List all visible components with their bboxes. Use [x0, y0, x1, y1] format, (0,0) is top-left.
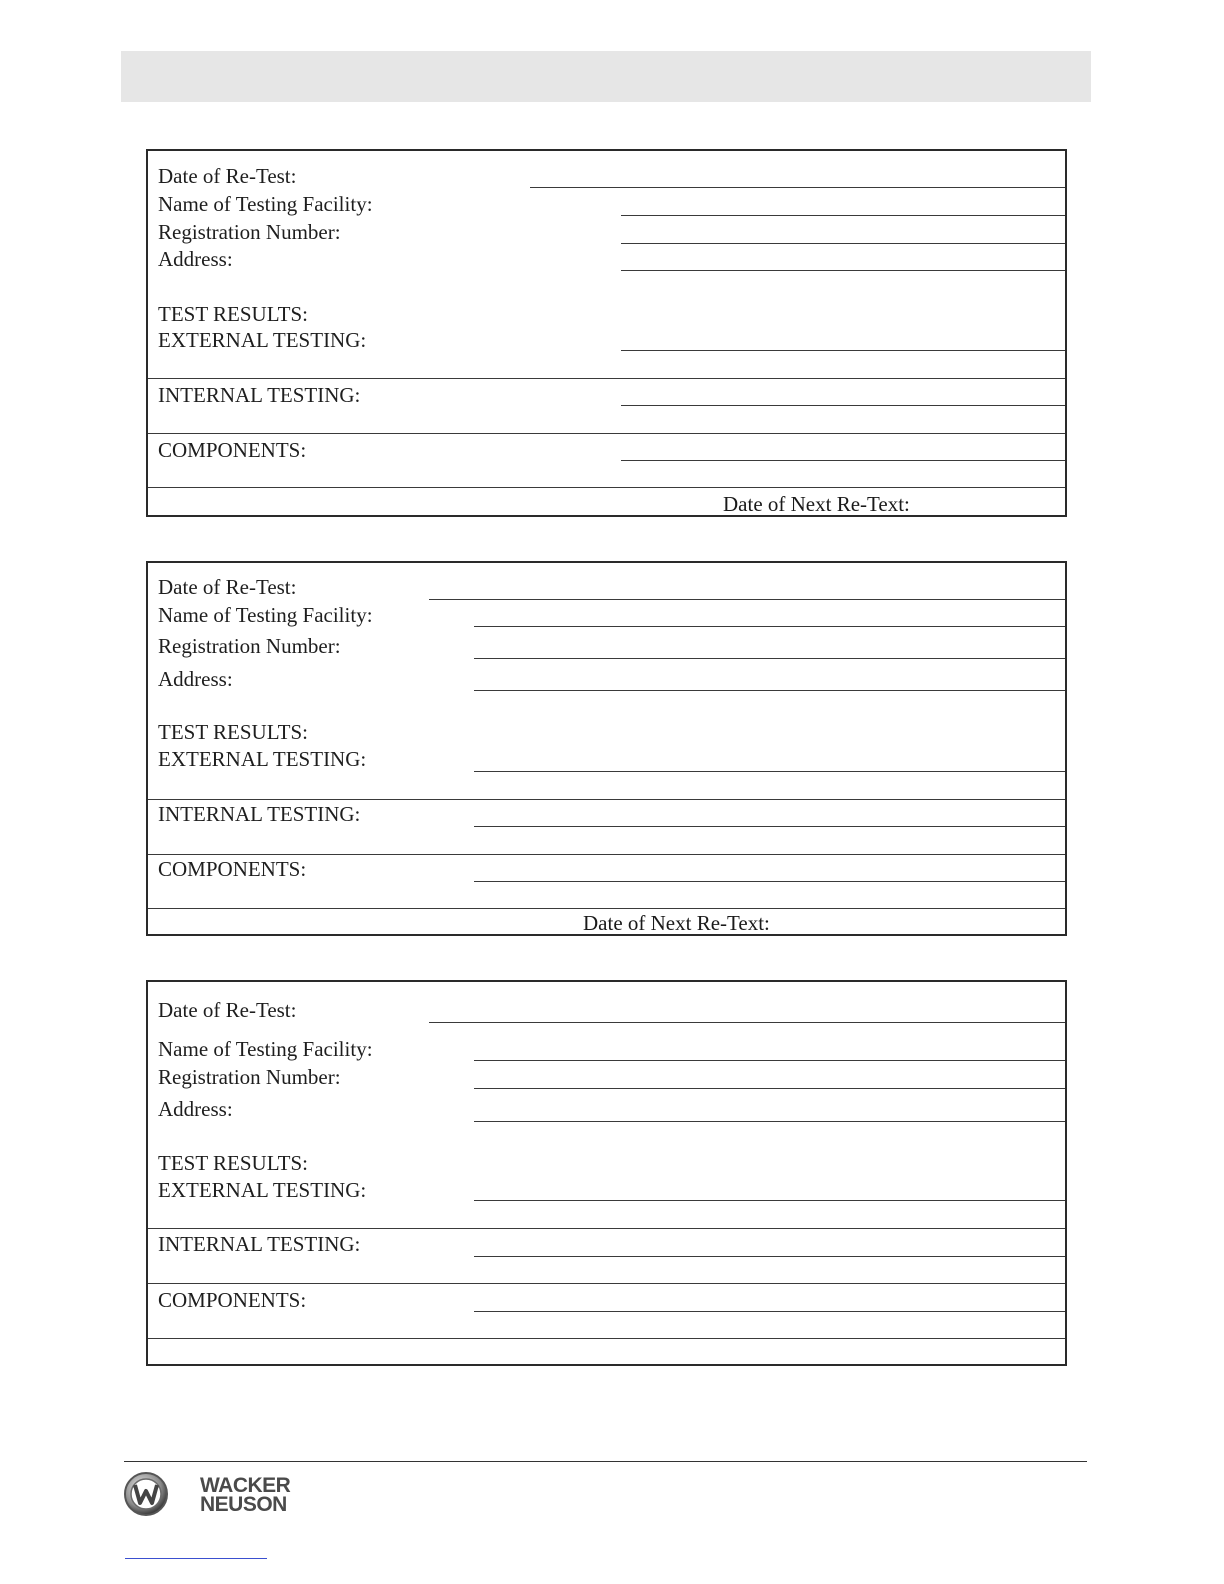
components-label: COMPONENTS: — [158, 1288, 307, 1312]
internal-testing-field[interactable] — [474, 826, 1065, 827]
external-testing-label: EXTERNAL TESTING: — [158, 328, 367, 352]
internal-testing-label: INTERNAL TESTING: — [158, 383, 361, 407]
components-field[interactable] — [474, 1311, 1065, 1312]
date-of-retest-field[interactable] — [429, 599, 1065, 600]
facility-name-field[interactable] — [474, 1060, 1065, 1061]
components-field[interactable] — [474, 881, 1065, 882]
registration-number-label: Registration Number: — [158, 220, 341, 244]
date-of-retest-label: Date of Re-Test: — [158, 575, 297, 599]
address-label: Address: — [158, 1097, 233, 1121]
section-divider — [148, 1228, 1065, 1229]
facility-name-label: Name of Testing Facility: — [158, 192, 373, 216]
date-of-retest-field[interactable] — [530, 187, 1065, 188]
address-field[interactable] — [474, 690, 1065, 691]
retest-form-2 — [146, 561, 1067, 936]
retest-form-1 — [146, 149, 1067, 517]
date-of-retest-label: Date of Re-Test: — [158, 998, 297, 1022]
brand-line-1: WACKER — [200, 1474, 291, 1497]
external-testing-field[interactable] — [474, 1200, 1065, 1201]
internal-testing-label: INTERNAL TESTING: — [158, 1232, 361, 1256]
address-field[interactable] — [474, 1121, 1065, 1122]
header-band — [121, 51, 1091, 102]
address-field[interactable] — [621, 270, 1065, 271]
address-label: Address: — [158, 247, 233, 271]
test-results-label: TEST RESULTS: — [158, 302, 308, 326]
facility-name-field[interactable] — [474, 626, 1065, 627]
test-results-label: TEST RESULTS: — [158, 720, 308, 744]
brand-line-2: NEUSON — [200, 1493, 287, 1516]
section-divider — [148, 1283, 1065, 1284]
components-label: COMPONENTS: — [158, 857, 307, 881]
facility-name-label: Name of Testing Facility: — [158, 603, 373, 627]
external-testing-field[interactable] — [474, 771, 1065, 772]
components-label: COMPONENTS: — [158, 438, 307, 462]
brand-wordmark — [200, 1476, 290, 1514]
registration-number-field[interactable] — [474, 1088, 1065, 1089]
next-retext-label: Date of Next Re-Text: — [583, 911, 770, 935]
date-of-retest-label: Date of Re-Test: — [158, 164, 297, 188]
footer-rule — [124, 1461, 1087, 1462]
facility-name-field[interactable] — [621, 215, 1065, 216]
registration-number-field[interactable] — [474, 658, 1065, 659]
section-divider — [148, 378, 1065, 379]
components-field[interactable] — [621, 460, 1065, 461]
section-divider — [148, 854, 1065, 855]
external-testing-label: EXTERNAL TESTING: — [158, 1178, 367, 1202]
address-label: Address: — [158, 667, 233, 691]
test-results-label: TEST RESULTS: — [158, 1151, 308, 1175]
registration-number-label: Registration Number: — [158, 1065, 341, 1089]
section-divider — [148, 433, 1065, 434]
facility-name-label: Name of Testing Facility: — [158, 1037, 373, 1061]
section-divider — [148, 908, 1065, 909]
registration-number-field[interactable] — [621, 243, 1065, 244]
internal-testing-field[interactable] — [474, 1256, 1065, 1257]
next-retext-label: Date of Next Re-Text: — [723, 492, 910, 516]
footer-link-underline[interactable] — [125, 1558, 267, 1559]
date-of-retest-field[interactable] — [429, 1022, 1065, 1023]
section-divider — [148, 799, 1065, 800]
external-testing-field[interactable] — [621, 350, 1065, 351]
retest-form-3 — [146, 980, 1067, 1366]
section-divider — [148, 1338, 1065, 1339]
section-divider — [148, 487, 1065, 488]
external-testing-label: EXTERNAL TESTING: — [158, 747, 367, 771]
registration-number-label: Registration Number: — [158, 634, 341, 658]
internal-testing-label: INTERNAL TESTING: — [158, 802, 361, 826]
internal-testing-field[interactable] — [621, 405, 1065, 406]
w-badge-icon — [124, 1470, 170, 1523]
